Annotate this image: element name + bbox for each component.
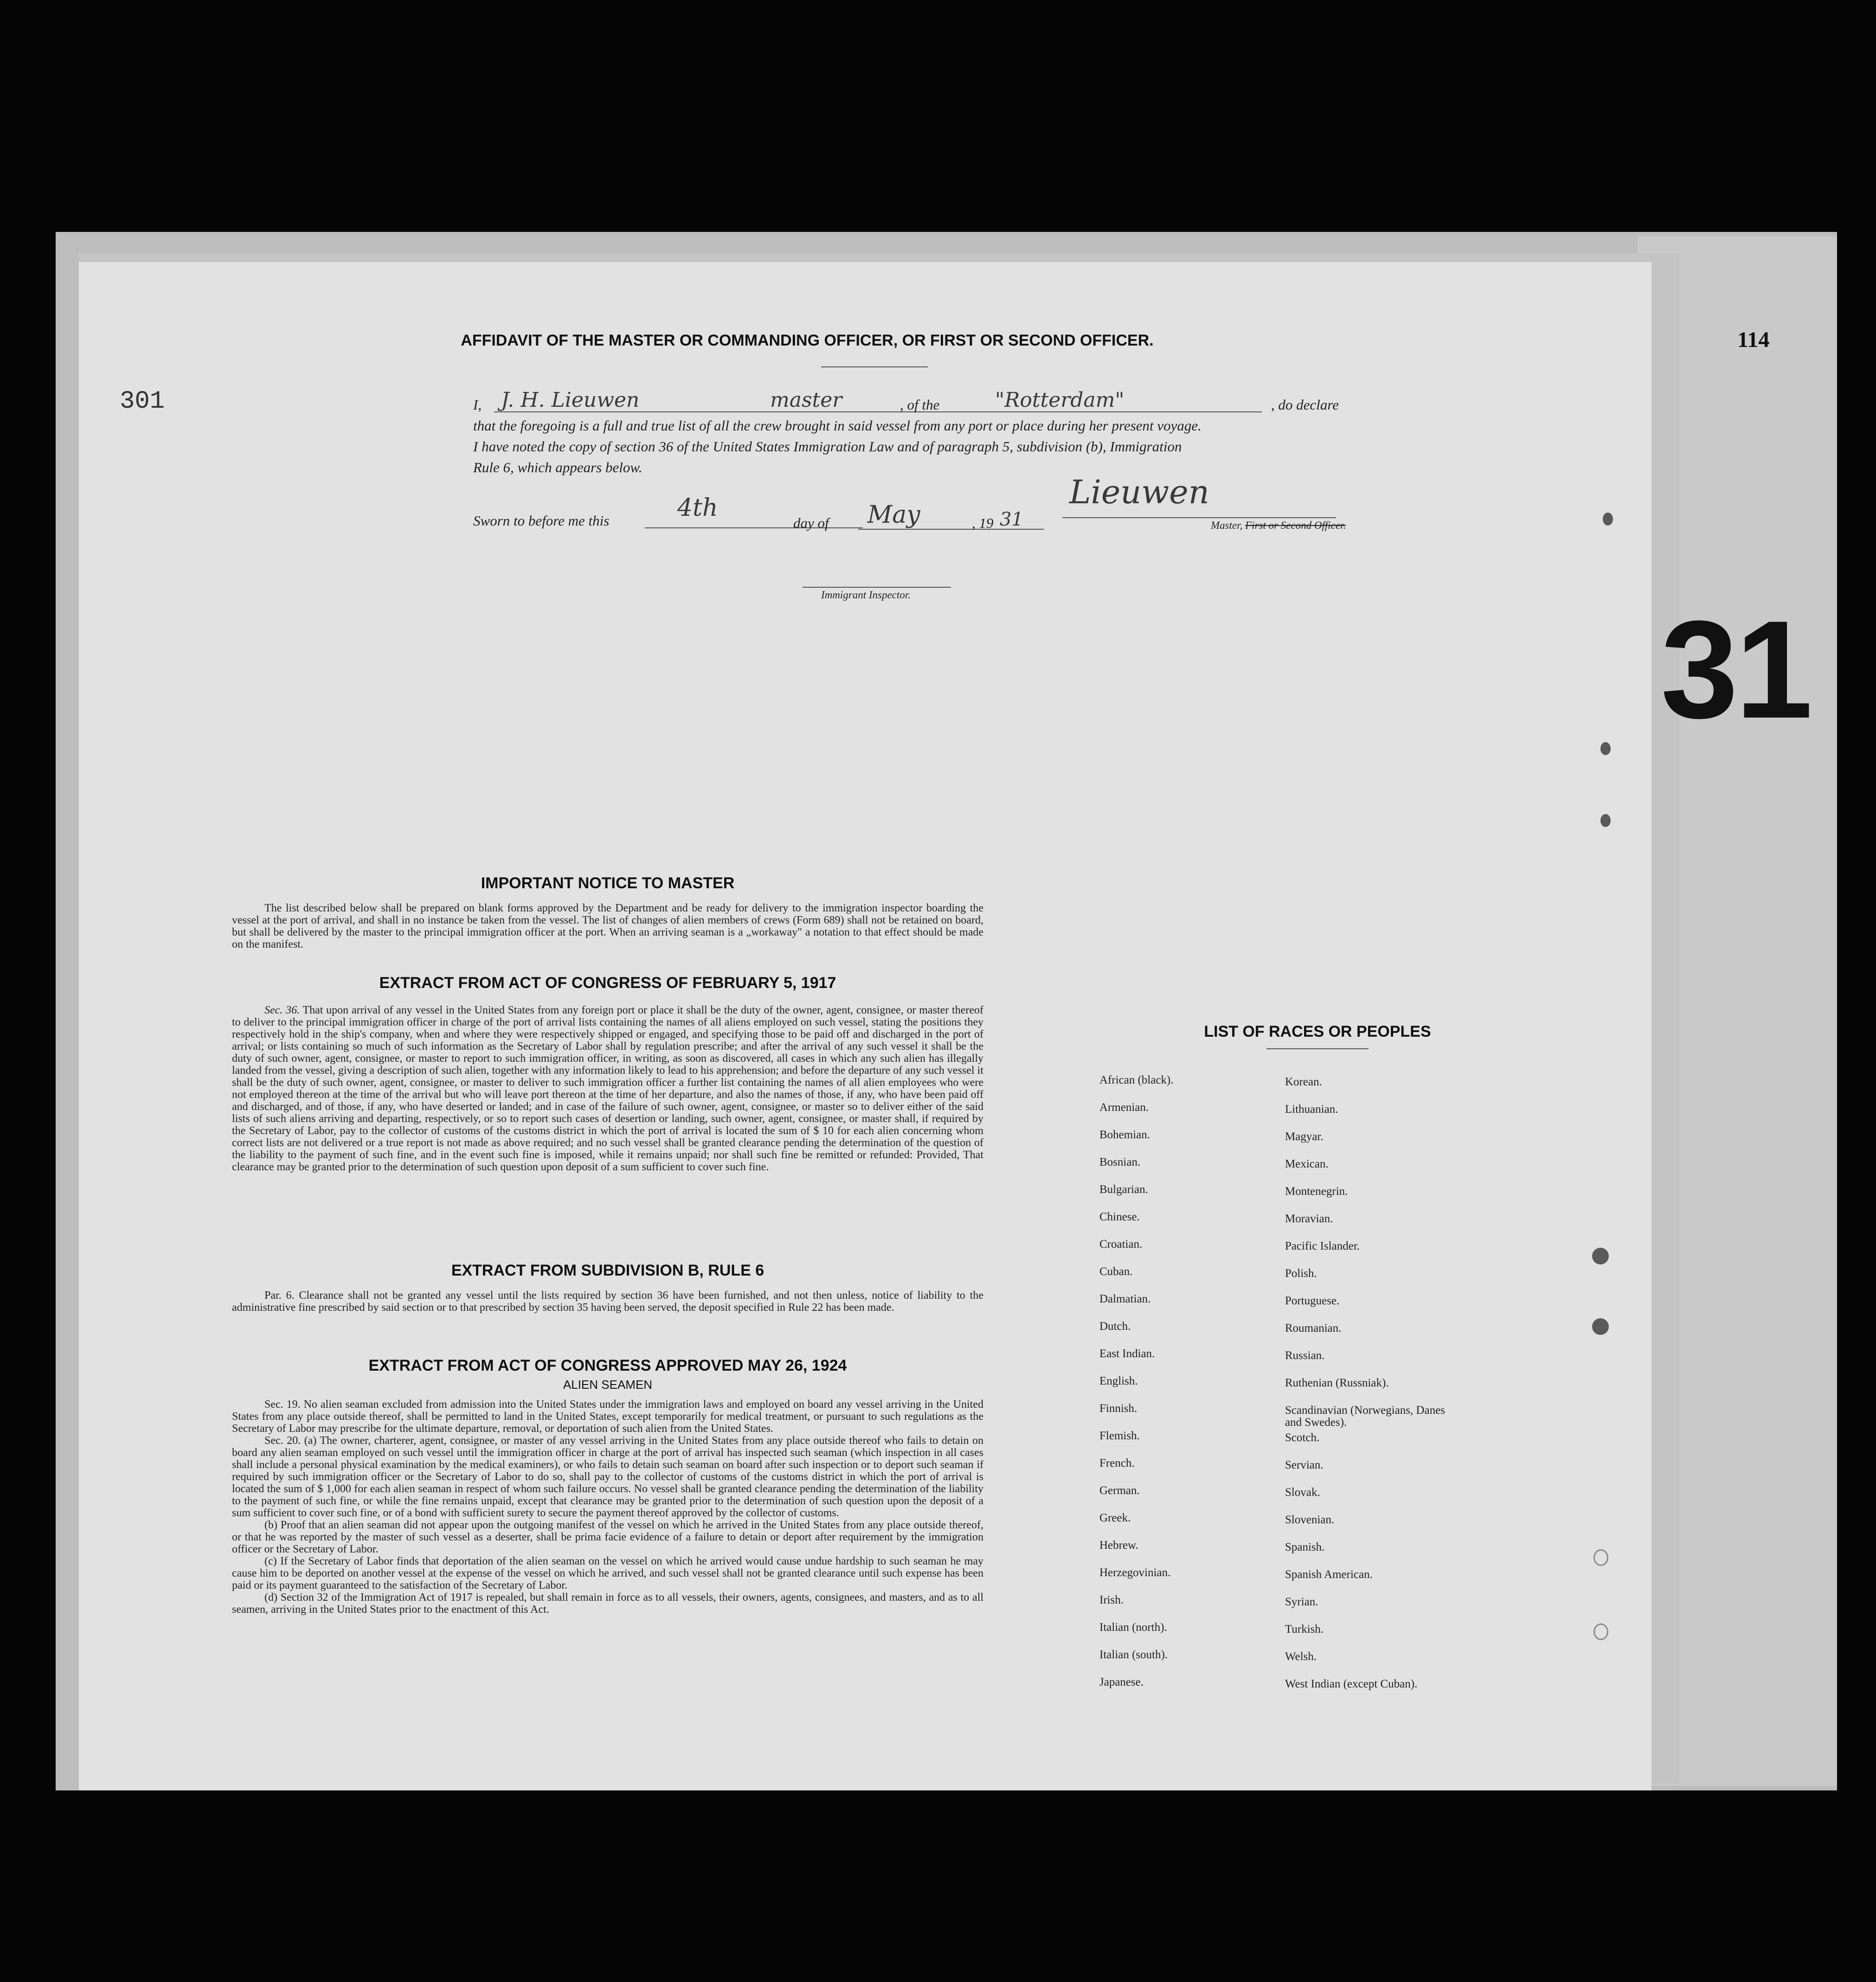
signature-caption-master: Master, (1211, 520, 1246, 531)
affidavit-page (79, 262, 1651, 1790)
master-signature: Lieuwen (1069, 473, 1209, 511)
race-item: Japanese. (1099, 1676, 1144, 1688)
sec20b-text: (b) Proof that an alien seaman did not appear upon the outgoing manifest of the vessel on which he arrived in the United States from any place outside thereof, or that he was reported by the master of such vessel as a deserter, shall be prima facie evidence of a failure to detain or deport after requirement by the immigration officer or the Secretary of Labor. (232, 1519, 983, 1555)
race-item: Italian (north). (1099, 1621, 1167, 1634)
master-name: J. H. Lieuwen (501, 388, 640, 412)
race-item: East Indian. (1099, 1347, 1155, 1360)
affidavit-line-2: that the foregoing is a full and true list of all the crew brought in said vessel from any port or place during her present voyage. (473, 417, 1201, 434)
race-item: Croatian. (1099, 1238, 1143, 1251)
sec20d-text: (d) Section 32 of the Immigration Act of 1917 is repealed, but shall remain in force as to all vessels, their owners, agents, consignees, and masters, and as to all seamen, arriving in the United States prior to the enactment of this Act. (232, 1591, 983, 1616)
race-item: English. (1099, 1375, 1138, 1387)
binder-hole-icon (1600, 814, 1611, 827)
signature-caption-officer: First or Second Officer. (1245, 520, 1346, 531)
inspector-rule (803, 587, 951, 588)
race-item: Hebrew. (1099, 1539, 1138, 1552)
binder-ring-icon (1593, 1549, 1608, 1566)
notice-body: The list described below shall be prepared on blank forms approved by the Department and be ready for delivery to the immigration inspector boarding the vessel at the port of arrival, and shall in no instance be taken from the vessel. The list of changes of alien members of crews (Form 689) shall not be retained on board, but shall be delivered by the master to the principal immigration officer at the port. When an arriving seaman is a „workaway" a notation to that effect should be made on the manifest. (232, 902, 983, 950)
race-item: Flemish. (1099, 1430, 1140, 1442)
master-rank: master (770, 388, 842, 412)
folio-number: 301 (120, 387, 165, 416)
race-item: Syrian. (1285, 1596, 1318, 1608)
affidavit-title: AFFIDAVIT OF THE MASTER OR COMMANDING OFFICER, OR FIRST OR SECOND OFFICER. (461, 332, 1154, 349)
race-item: Armenian. (1099, 1101, 1149, 1114)
race-item: Ruthenian (Russniak). (1285, 1377, 1389, 1389)
vessel-name: "Rotterdam" (995, 388, 1124, 412)
sworn-text: Sworn to before me this (473, 513, 610, 529)
race-item: Polish. (1285, 1267, 1317, 1280)
race-item: Magyar. (1285, 1130, 1323, 1143)
year-prefix: , 19 (972, 515, 994, 531)
race-item: Korean. (1285, 1076, 1322, 1088)
binder-hole-icon (1592, 1248, 1609, 1264)
sworn-day: 4th (677, 494, 718, 522)
race-item: Mexican. (1285, 1158, 1329, 1170)
races-title-rule (1266, 1048, 1368, 1049)
inspector-caption: Immigrant Inspector. (821, 589, 911, 601)
race-item: German. (1099, 1484, 1140, 1497)
day-of-text: day of (793, 515, 829, 531)
race-item: Roumanian. (1285, 1322, 1342, 1334)
extract-1924-title: EXTRACT FROM ACT OF CONGRESS APPROVED MAY 26, 1924 (368, 1357, 847, 1374)
race-item: French. (1099, 1457, 1135, 1469)
race-item: Moravian. (1285, 1212, 1333, 1225)
race-item: Slovak. (1285, 1486, 1320, 1499)
race-item: Russian. (1285, 1349, 1325, 1362)
race-item: Slovenian. (1285, 1514, 1335, 1526)
stamped-page-number: 114 (1737, 327, 1770, 352)
race-item: Lithuanian. (1285, 1103, 1338, 1116)
rule6-body: Par. 6. Clearance shall not be granted any vessel until the lists required by section 36 have been furnished, and not then unless, notice of liability to the administrative fine prescribed by said section or to that prescribed by section 35 having been served, the deposit specified in Rule 22 has been made. (232, 1289, 983, 1314)
race-item: Cuban. (1099, 1265, 1133, 1278)
race-item: Turkish. (1285, 1623, 1324, 1636)
binder-hole-icon (1600, 742, 1611, 755)
race-item: Dutch. (1099, 1320, 1131, 1333)
race-item: Scotch. (1285, 1431, 1320, 1444)
declare-text: , do declare (1271, 397, 1339, 413)
race-item: Bohemian. (1099, 1129, 1150, 1141)
races-title: LIST OF RACES OR PEOPLES (1204, 1023, 1431, 1040)
race-item: West Indian (except Cuban). (1285, 1678, 1418, 1690)
signature-rule (1062, 517, 1336, 518)
race-item: Chinese. (1099, 1211, 1140, 1223)
binder-ring-icon (1593, 1623, 1608, 1640)
sec36-text: That upon arrival of any vessel in the United States from any foreign port or place it shall be the duty of the owner, agent, consignee, or master thereof to deliver to the principal immigration officer in charge of the port of arrival lists containing the names of all aliens employed on such vessel, stating the positions they respectively hold in the ship's company, when and where they were respectively shipped or engaged, and specifying those to be paid off and discharged in the port of arrival; or lists containing so much of such information as the Secretary of Labor shall by regulation prescribe; and after the arrival of any such vessel it shall be the duty of such owner, agent, consignee, or master to report to such immigration officer, in writing, as soon as discovered, all cases in which any such alien has illegally landed from the vessel, giving a description of such alien, together with any information likely to lead to his apprehension; and before the departure of any such vessel it shall be the duty of such owner, agent, consignee, or master to deliver to such immigration officer a further list containing the names of all alien employees who were not employed thereon at the time of the arrival but who will leave port thereon at the time of her departure, and also the names of those, if any, who have been paid off and discharged, and of those, if any, who have deserted or landed; and in case of the failure of such owner, agent, consignee, or master so to deliver either of the said lists of such aliens arriving and departing, respectively, or so to report such cases of desertion or landing, such owner, agent, consignee, or master shall, if required by the Secretary of Labor, pay to the collector of customs of the customs district in which the port of arrival is located the sum of $ 10 for each alien concerning whom correct lists are not delivered or a true report is not made as above required; and no such vessel shall be granted clearance pending the determination of the question of the liability to the payment of such fine, and in the event such fine is imposed, while it remains unpaid; nor shall such fine be remitted or refunded: Provided, That clearance may be granted prior to the determination of such question upon deposit of a sum sufficient to cover such fine. (232, 1004, 983, 1173)
sworn-day-rule (645, 527, 863, 528)
race-item: Dalmatian. (1099, 1293, 1151, 1305)
affidavit-line-4: Rule 6, which appears below. (473, 459, 642, 475)
race-item: Finnish. (1099, 1402, 1137, 1415)
affidavit-i: I, (473, 397, 482, 413)
race-item: Pacific Islander. (1285, 1240, 1360, 1252)
race-item: Servian. (1285, 1459, 1323, 1471)
race-item: Irish. (1099, 1594, 1124, 1606)
race-item: Portuguese. (1285, 1295, 1340, 1307)
binder-hole-icon (1603, 513, 1613, 526)
affidavit-line-3: I have noted the copy of section 36 of the United States Immigration Law and of paragraph 5, subdivision (b), Immigration (473, 438, 1182, 455)
race-item: Bosnian. (1099, 1156, 1141, 1168)
sworn-month: May (867, 501, 920, 529)
race-item: Montenegrin. (1285, 1185, 1348, 1198)
extract-1917-title: EXTRACT FROM ACT OF CONGRESS OF FEBRUARY 5, 1917 (379, 974, 836, 992)
race-item: Spanish. (1285, 1541, 1325, 1553)
title-rule (821, 366, 928, 367)
sworn-year: 31 (1000, 509, 1023, 530)
rule6-title: EXTRACT FROM SUBDIVISION B, RULE 6 (451, 1262, 765, 1279)
race-item: Herzegovinian. (1099, 1566, 1171, 1579)
sec20a-text: Sec. 20. (a) The owner, charterer, agent, consignee, or master of any vessel arriving in the United States from any place outside thereof who fails to detain on board any alien seaman employed on such vessel until the immigration officer in charge at the port of arrival has inspected such seaman (which inspection in all cases shall include a personal physical examination by the medical examiners), or who fails to detain such seaman on board after such inspection or to deport such seaman if required by such immigration officer or the Secretary of Labor to do so, shall pay to the collector of customs of the customs district in which the port of arrival is located the sum of $ 1,000 for each alien seaman in respect of whom such failure occurs. No vessel shall be granted clearance pending the determination of the liability to the payment of such fine, or while the fine remains unpaid, except that clearance may be granted prior to the determination of such question upon the deposit of a sum sufficient to cover such fine, or of a bond with sufficient surety to secure the payment thereof approved by the collector of customs. (232, 1435, 983, 1519)
signature-caption (1211, 520, 1346, 532)
notice-title: IMPORTANT NOTICE TO MASTER (481, 874, 735, 892)
binder-hole-icon (1592, 1318, 1609, 1335)
large-sheet-number: 31 (1661, 591, 1810, 747)
race-item: Bulgarian. (1099, 1183, 1148, 1196)
race-item: African (black). (1099, 1074, 1174, 1086)
extract-1924-subtitle: ALIEN SEAMEN (563, 1378, 653, 1392)
sec36-label: Sec. 36. (264, 1004, 300, 1016)
of-the-text: , of the (900, 397, 940, 413)
sec19-text: Sec. 19. No alien seaman excluded from admission into the United States under the immigration laws and employed on board any vessel arriving in the United States from any place outside thereof, shall be permitted to land in the United States, except temporarily for medical treatment, or pursuant to such regulations as the Secretary of Labor may prescribe for the ultimate departure, removal, or deportation of such alien from the United States. (232, 1398, 983, 1435)
extract-1917-body (232, 1004, 983, 1173)
extract-1924-body (232, 1398, 983, 1616)
race-item: Greek. (1099, 1512, 1131, 1524)
race-item: Italian (south). (1099, 1648, 1168, 1661)
race-item: Spanish American. (1285, 1568, 1373, 1581)
race-item: Scandinavian (Norwegians, Danes and Swedes). (1285, 1404, 1446, 1429)
sec20c-text: (c) If the Secretary of Labor finds that deportation of the alien seaman on the vessel on which he arrived would cause undue hardship to such seaman he may cause him to be deported on another vessel at the expense of the vessel on which he arrived, and such vessel shall not be granted clearance until such expense has been paid or its payment guaranteed to the satisfaction of the Secretary of Labor. (232, 1555, 983, 1591)
race-item: Welsh. (1285, 1650, 1317, 1663)
